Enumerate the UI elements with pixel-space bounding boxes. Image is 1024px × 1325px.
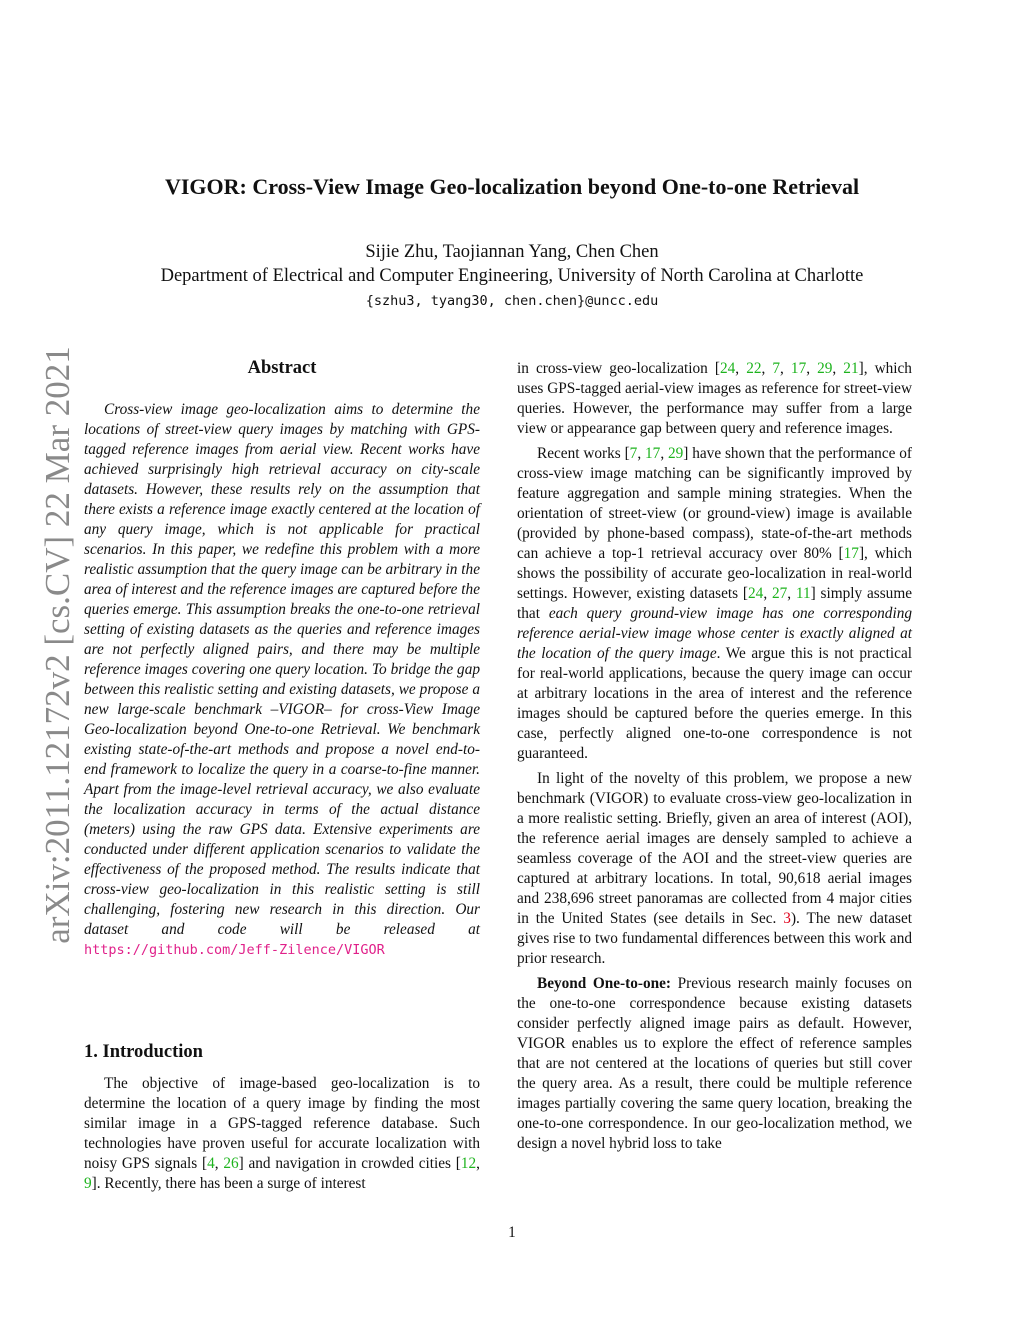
abstract-paragraph [84,400,480,960]
citation-link[interactable]: 22 [746,360,762,377]
author-emails: {szhu3, tyang30, chen.chen}@uncc.edu [365,293,659,309]
right-paragraph-3 [517,769,912,969]
citation-link[interactable]: 11 [795,585,811,602]
intro-paragraph-1: The objective of image-based geo-localization is to determine the location of a query image by finding the most similar image in a GPS-tagged reference database. Such technologies have proven useful for accurate localization with noisy GPS signals [4, 26] and navigation in crowded cities [12, 9]. Recently, there has been a surge of interest [84,1075,480,1192]
citation-link[interactable]: 21 [843,360,859,377]
affiliation: Department of Electrical and Computer Engineering, University of North Carolina at Charlotte [160,266,864,286]
citation-link[interactable]: 12 [460,1155,477,1172]
body-text: ] have shown that the performance of cross-view image matching can be significantly improved by feature aggregation and sample mining strategies. When the orientation of street-view (or ground-view) image is available (provided by phone-based compass), state-of-the-art methods can achieve a top-1 retrieval accuracy over 80% [ [517,445,912,562]
citation-link[interactable]: 29 [668,445,684,462]
emphasis-text: each query ground-view image has one corresponding reference aerial-view image whose center is exactly aligned at the location of the query image [517,605,912,662]
citation-link[interactable]: 29 [817,360,833,377]
citation-link[interactable]: 27 [771,585,788,602]
intro-text: ]. Recently, there has been a surge of interest [91,1175,366,1192]
body-text: Recent works [ [537,445,630,462]
arxiv-stamp: arXiv:2011.12172v2 [cs.CV] 22 Mar 2021 [38,346,77,944]
right-paragraph-2: Recent works [7, 17, 29] have shown that the performance of cross-view image matching can be significantly improved by feature aggregation and sample mining strategies. When the orientation of street-view (or ground-view) image is available (provided by phone-based compass), state-of-the-art methods can achieve a top-1 retrieval accuracy over 80% [17], which shows the possibility of accurate geo-localization in real-world settings. However, existing datasets [24, 27, 11] simply assume that each query ground-view image has one corresponding reference aerial-view image whose center is exactly aligned at the location of the query image. We argue this is not practical for real-world applications, because the query image can occur at arbitrary locations in the area of interest and the reference images should be captured before the queries emerge. In this case, perfectly aligned one-to-one correspondence is not guaranteed. [517,445,913,762]
right-paragraph-4 [517,974,912,1154]
citation-link[interactable]: 9 [84,1175,92,1192]
body-text: in cross-view geo-localization [ [517,360,720,377]
citation-link[interactable]: 17 [645,445,661,462]
body-text: ], which uses GPS-tagged aerial-view images as reference for street-view queries. However, the performance may suffer from a large view or appearance gap between query and reference images. [517,360,912,437]
right-paragraph-1: in cross-view geo-localization [24, 22, 7, 17, 29, 21], which uses GPS-tagged aerial-view images as reference for street-view queries. However, the performance may suffer from a large view or appearance gap between query and reference images. [517,360,912,437]
github-link[interactable]: https://github.com/Jeff-Zilence/VIGOR [84,942,385,958]
abstract-body [84,400,480,960]
authors: Sijie Zhu, Taojiannan Yang, Chen Chen [365,242,659,262]
paper-title: VIGOR: Cross-View Image Geo-localization beyond One-to-one Retrieval [164,174,860,199]
citation-link[interactable]: 4 [207,1155,215,1172]
citation-link[interactable]: 17 [790,360,807,377]
intro-body [84,1074,480,1194]
citation-link[interactable]: 24 [748,585,764,602]
paragraph-title: Beyond One-to-one: [537,975,672,992]
citation-link[interactable]: 24 [720,360,736,377]
section-link[interactable]: 3 [783,910,791,927]
citation-link[interactable]: 7 [629,445,638,462]
intro-text: ] and navigation in crowded cities [ [238,1155,461,1172]
citation-link[interactable]: 17 [843,545,859,562]
body-text: In light of the novelty of this problem, we propose a new benchmark (VIGOR) to evaluate cross-view geo-localization in a more realistic setting. Briefly, given an area of interest (AOI), the reference aerial images are densely sampled to achieve a seamless coverage of the AOI and the street-view queries are captured at arbitrary locations. In total, 90,618 aerial images and 238,696 street panoramas are collected from 4 major cities in the United States (see details in Sec. [517,770,912,927]
citation-link[interactable]: 26 [223,1155,239,1172]
body-text: ] simply assume that [517,585,913,622]
right-column [517,359,912,1154]
citation-link[interactable]: 7 [772,360,781,377]
abstract-heading: Abstract [247,358,317,378]
body-text: ], which shows the possibility of accurate geo-localization in real-world settings. However, existing datasets [ [517,545,912,602]
abstract-text: Cross-view image geo-localization aims to determine the locations of street-view query images by matching with GPS-tagged reference images from aerial view. Recent works have achieved surprisingly high retrieval accuracy on city-scale datasets. However, these results rely on the assumption that there exists a reference image exactly centered at the location of any query image, which is not applicable for practical scenarios. In this paper, we redefine this problem with a more realistic assumption that the query image can be arbitrary in the area of interest and the reference images are captured before the queries emerge. This assumption breaks the one-to-one retrieval setting of existing datasets as the queries and reference images are not perfectly aligned pairs, and there may be multiple reference images covering one query location. To bridge the gap between this realistic setting and existing datasets, we propose a new large-scale benchmark –VIGOR– for cross-View Image Geo-localization beyond One-to-one Retrieval. We benchmark existing state-of-the-art methods and propose a novel end-to-end framework to localize the query in a coarse-to-fine manner. Apart from the image-level retrieval accuracy, we also evaluate the localization accuracy in terms of the actual distance (meters) using the raw GPS data. Extensive experiments are conducted under different application scenarios to validate the effectiveness of the proposed method. The results indicate that cross-view geo-localization in this realistic setting is still challenging, fostering new research in this direction. Our dataset and code will be released at [84,401,480,938]
page-number: 1 [508,1224,516,1241]
body-text: . We argue this is not practical for real-world applications, because the query image can occur at arbitrary locations in the area of interest and the reference images should be captured before the queries emerge. In this case, perfectly aligned one-to-one correspondence is not guaranteed. [517,645,912,762]
intro-text: The objective of image-based geo-localization is to determine the location of a query image by finding the most similar image in a GPS-tagged reference database. Such technologies have proven useful for accurate localization with noisy GPS signals [ [84,1075,480,1172]
body-text: ). The new dataset gives rise to two fundamental differences between this work and prior research. [517,910,912,967]
intro-heading: 1. Introduction [84,1042,203,1062]
body-text: Previous research mainly focuses on the one-to-one correspondence because existing datasets consider perfectly aligned image pairs as default. However, VIGOR enables us to explore the effect of reference samples that are not centered at the locations of queries but still cover the query area. As a result, there could be multiple reference images partially covering the same query location, breaking the one-to-one correspondence. In our geo-localization method, we design a novel hybrid loss to take [517,975,912,1152]
